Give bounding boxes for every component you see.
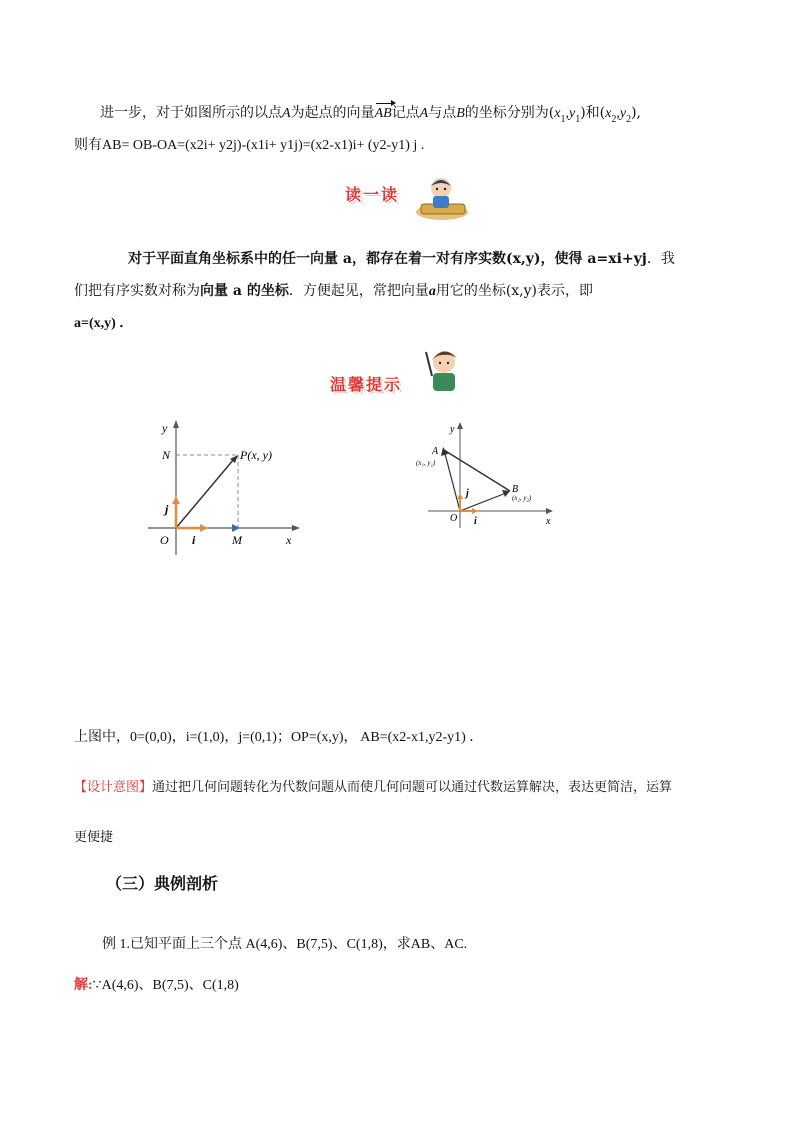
fig1-j: j xyxy=(165,502,169,516)
fig1-y-label: y xyxy=(162,421,168,435)
fig2-B: B xyxy=(512,484,519,495)
design-intent-line1 xyxy=(74,776,672,795)
example-1: 例 1.已知平面上三个点 A(4,6)、B(7,5)、C(1,8)，求AB、AC. xyxy=(102,937,468,952)
point-A2: A xyxy=(419,106,429,121)
para2-l2-c: 用它的坐标(x,y)表示，即 xyxy=(435,283,594,299)
section-heading: （三）典例剖析 xyxy=(106,874,219,893)
design-intent-text: 通过把几何问题转化为代数问题从而使几何问题可以通过代数运算解决，表达更简洁，运算 xyxy=(152,780,673,795)
para2-line2 xyxy=(74,280,593,300)
reading-boy-icon xyxy=(413,174,471,222)
fig1-P: P(x, y) xyxy=(240,448,272,462)
fig1-M: M xyxy=(232,533,242,547)
read-badge-text: 读一读 xyxy=(345,185,400,204)
para1-line2: 则有AB= OB-OA=(x2i+ y2j)-(x1i+ y1j)=(x2-x1)i+ (y2-y1) j . xyxy=(74,138,425,153)
vector-AB: AB xyxy=(374,106,392,121)
design-intent-tag: 【设计意图】 xyxy=(74,780,153,795)
figure-vector-op xyxy=(140,418,310,558)
fig2-i: i xyxy=(474,516,477,527)
fig2-j: j xyxy=(466,488,469,499)
fig1-i: i xyxy=(192,533,196,547)
para1-line1 xyxy=(100,102,641,125)
sub-2b: 2 xyxy=(626,114,632,125)
solution-line xyxy=(74,974,239,994)
tip-badge xyxy=(330,372,402,395)
x2: x xyxy=(605,106,612,121)
para2-l2-a: 们把有序实数对称为 xyxy=(74,283,200,299)
para2-l2-b: ．方便起见，常把向量 xyxy=(288,283,429,299)
fig1-O: O xyxy=(160,533,169,547)
para2-l2-vec: a xyxy=(428,284,436,299)
fig2-x-label: x xyxy=(546,516,551,527)
y1: y xyxy=(568,106,576,121)
close-2: ), xyxy=(631,105,641,121)
para1-text-c: 记点 xyxy=(391,105,420,121)
para2-tail: ．我 xyxy=(646,251,675,267)
solution-text: ∵A(4,6)、B(7,5)、C(1,8) xyxy=(92,978,239,993)
fig2-O: O xyxy=(450,513,458,524)
sub-1b: 1 xyxy=(575,114,581,125)
para1-text-a: 进一步，对于如图所示的以点 xyxy=(100,105,282,121)
para2-l2-bold: 向量 a 的坐标 xyxy=(200,283,289,299)
design-intent-line2: 更便捷 xyxy=(74,830,114,845)
sub-2: 2 xyxy=(611,114,617,125)
sub-1: 1 xyxy=(560,114,566,125)
fig1-N: N xyxy=(162,448,171,462)
comma: , xyxy=(565,106,569,121)
point-B: B xyxy=(456,106,465,121)
para3-line: 上图中，0=(0,0)，i=(1,0)，j=(0,1)；OP=(x,y)， AB=(x2-x1,y2-y1) ． xyxy=(74,730,484,745)
point-A: A xyxy=(282,106,291,121)
fig2-A-coord: (x₁, y₁) xyxy=(416,459,436,467)
solution-label: 解: xyxy=(74,978,93,993)
figure-vector-ab xyxy=(410,420,560,530)
segment-AB xyxy=(444,450,510,491)
fig2-A: A xyxy=(432,446,439,457)
para2-line1 xyxy=(128,248,675,268)
comma2: , xyxy=(616,106,620,121)
para2-line3: a=(x,y) ． xyxy=(74,316,134,331)
fig2-B-coord: (x₂, y₂) xyxy=(512,494,532,502)
fig2-y-label: y xyxy=(450,424,455,435)
para1-text-d: 与点 xyxy=(428,105,457,121)
para1-text-e: 的坐标分别为( xyxy=(464,105,555,121)
fig1-x-label: x xyxy=(286,533,292,547)
read-badge xyxy=(345,182,399,205)
para1-text-b: 为起点的向量 xyxy=(290,105,375,121)
x1: x xyxy=(554,106,561,121)
tip-badge-text: 温馨提示 xyxy=(330,375,403,394)
teacher-icon xyxy=(420,346,468,396)
y2: y xyxy=(619,106,627,121)
para2-definition: 对于平面直角坐标系中的任一向量 a，都存在着一对有序实数(x,y)，使得 a=xi+yj xyxy=(128,251,647,267)
close-1: )和( xyxy=(580,105,606,121)
vector-OP xyxy=(176,459,234,528)
